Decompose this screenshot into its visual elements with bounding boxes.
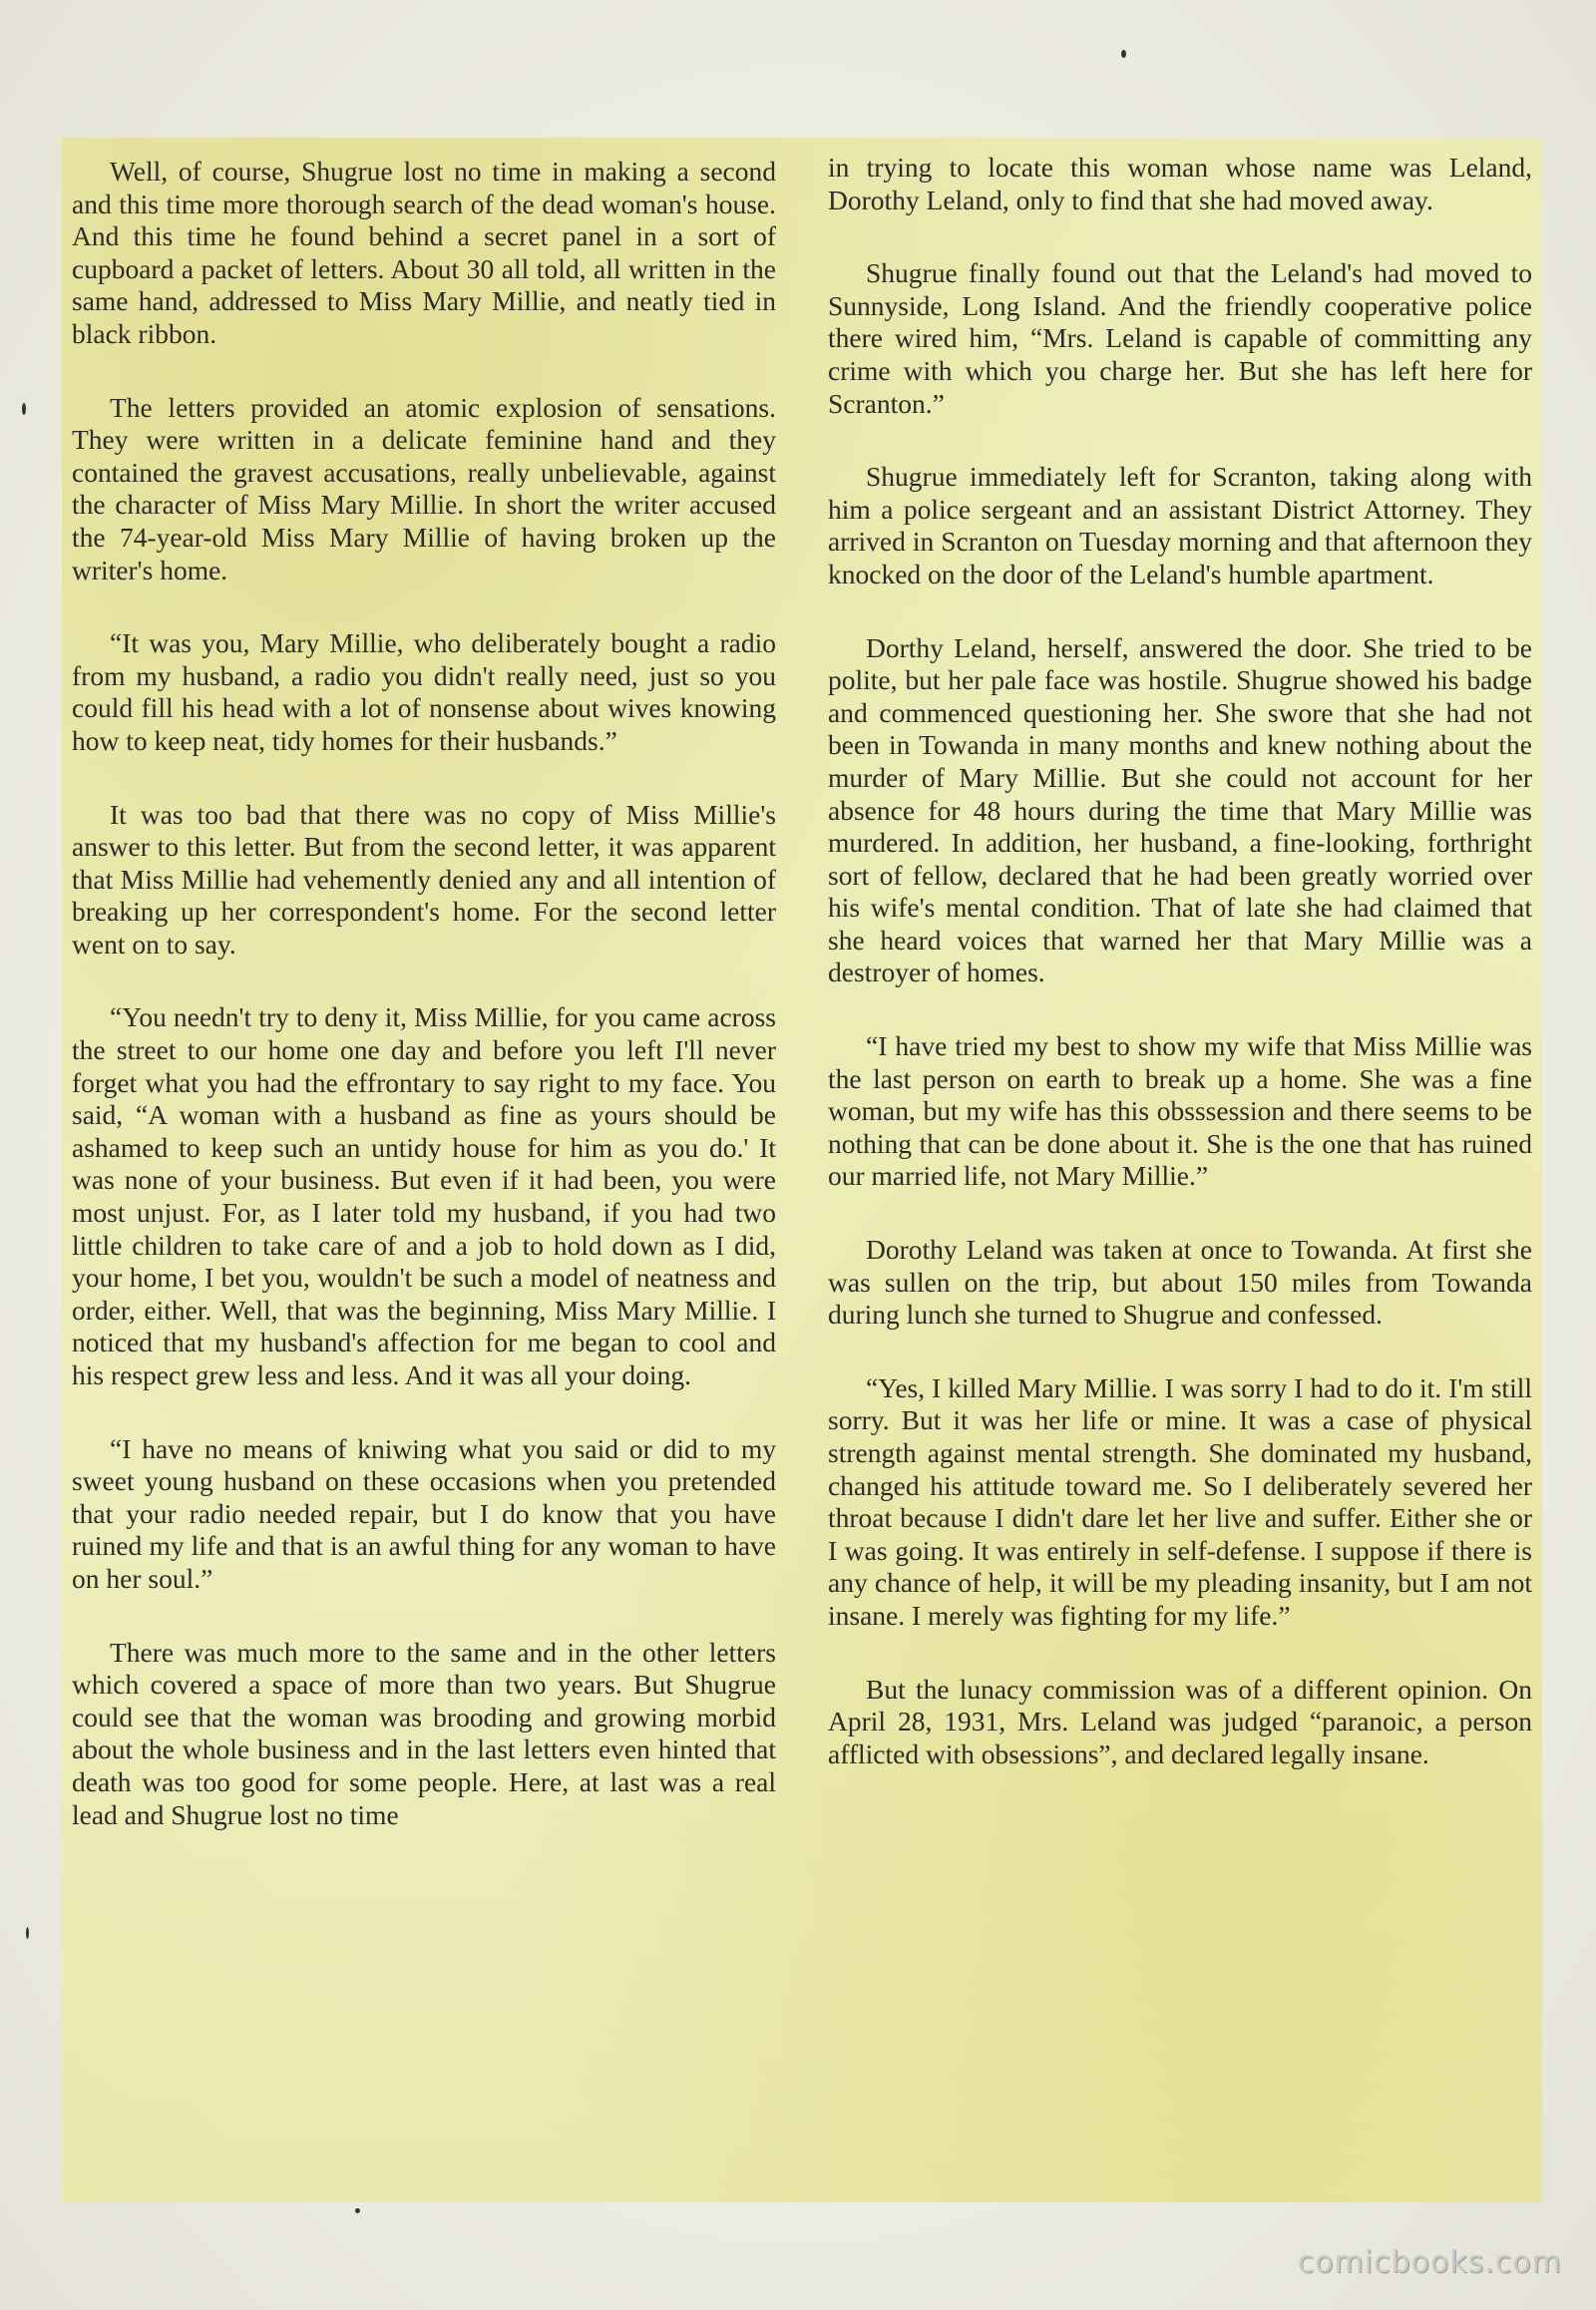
article-body	[62, 138, 1542, 2202]
print-speck	[1121, 50, 1126, 58]
paragraph: The letters provided an atomic explosion of sensations. They were written in a delicate feminine hand and they contained the gravest accusations, really unbelievable, against the character of Miss Mary Millie. In short the writer accused the 74-year-old Miss Mary Millie of having broken up the writer's home.	[72, 391, 776, 585]
print-speck	[26, 1927, 29, 1939]
paragraph: “It was you, Mary Millie, who deliberately bought a radio from my husband, a radio you didn't really need, just so you could fill his head with a lot of nonsense about wives knowing how to keep neat, tidy homes for their husbands.”	[72, 627, 776, 756]
watermark: comicbooks.com	[1297, 2245, 1562, 2280]
paragraph: “I have tried my best to show my wife that Miss Millie was the last person on earth to break up a home. She was a fine woman, but my wife has this obsssession and there seems to be nothing that can be done about it. She is the one that has ruined our married life, not Mary Millie.”	[828, 1030, 1532, 1192]
paragraph: “Yes, I killed Mary Millie. I was sorry I had to do it. I'm still sorry. But it was her life or mine. It was a case of physical strength against mental strength. She dominated my husband, changed his attitude toward me. So I deliberately severed her throat because I didn't dare let her live and suffer. Either she or I was going. It was entirely in self-defense. I suppose if there is any chance of help, it will be my pleading insanity, but I am not insane. I merely was fighting for my life.”	[828, 1371, 1532, 1631]
left-column	[72, 156, 776, 1831]
paragraph: Shugrue finally found out that the Leland's had moved to Sunnyside, Long Island. And the friendly cooperative police there wired him, “Mrs. Leland is capable of committing any crime with which you charge her. But she has left here for Scranton.”	[828, 257, 1532, 419]
print-speck	[355, 2208, 360, 2213]
print-speck	[22, 403, 26, 415]
paragraph: Dorothy Leland was taken at once to Towanda. At first she was sullen on the trip, but about 150 miles from Towanda during lunch she turned to Shugrue and confessed.	[828, 1234, 1532, 1331]
paragraph: in trying to locate this woman whose name was Leland, Dorothy Leland, only to find that she had moved away.	[828, 152, 1532, 215]
paragraph: “I have no means of kniwing what you said or did to my sweet young husband on these occasions when you pretended that your radio needed repair, but I do know that you have ruined my life and that is an awful thing for any woman to have on her soul.”	[72, 1432, 776, 1594]
paragraph: It was too bad that there was no copy of Miss Millie's answer to this letter. But from the second letter, it was apparent that Miss Millie had vehemently denied any and all intention of breaking up her correspondent's home. For the second letter went on to say.	[72, 798, 776, 960]
paragraph: Well, of course, Shugrue lost no time in making a second and this time more thorough search of the dead woman's house. And this time he found behind a secret panel in a sort of cupboard a packet of letters. About 30 all told, all written in the same hand, addressed to Miss Mary Millie, and neatly tied in black ribbon.	[72, 156, 776, 349]
right-column	[828, 152, 1532, 1770]
paragraph: Shugrue immediately left for Scranton, taking along with him a police sergeant and an assistant District Attorney. They arrived in Scranton on Tuesday morning and that afternoon they knocked on the door of the Leland's humble apartment.	[828, 461, 1532, 589]
paragraph: “You needn't try to deny it, Miss Millie, for you came across the street to our home one day and before you left I'll never forget what you had the effrontary to say right to my face. You said, “A woman with a husband as fine as yours should be ashamed to keep such an untidy house for him as you do.' It was none of your business. But even if it had been, you were most unjust. For, as I later told my husband, if you had two little children to take care of and a job to hold down as I did, your home, I bet you, wouldn't be such a model of neatness and order, either. Well, that was the beginning, Miss Mary Millie. I noticed that my husband's affection for me began to cool and his respect grew less and less. And it was all your doing.	[72, 1001, 776, 1390]
paragraph: But the lunacy commission was of a different opinion. On April 28, 1931, Mrs. Leland was judged “paranoic, a person afflicted with obsessions”, and declared legally insane.	[828, 1673, 1532, 1769]
paragraph: There was much more to the same and in the other letters which covered a space of more than two years. But Shugrue could see that the woman was brooding and growing morbid about the whole business and in the last letters even hinted that death was too good for some people. Here, at last was a real lead and Shugrue lost no time	[72, 1636, 776, 1830]
paragraph: Dorthy Leland, herself, answered the door. She tried to be polite, but her pale face was hostile. Shugrue showed his badge and commenced questioning her. She swore that she had not been in Towanda in many months and knew nothing about the murder of Mary Millie. But she could not account for her absence for 48 hours during the time that Mary Millie was murdered. In addition, her husband, a fine-looking, forthright sort of fellow, declared that he had been greatly worried over his wife's mental condition. That of late she had claimed that she heard voices that warned her that Mary Millie was a destroyer of homes.	[828, 631, 1532, 988]
